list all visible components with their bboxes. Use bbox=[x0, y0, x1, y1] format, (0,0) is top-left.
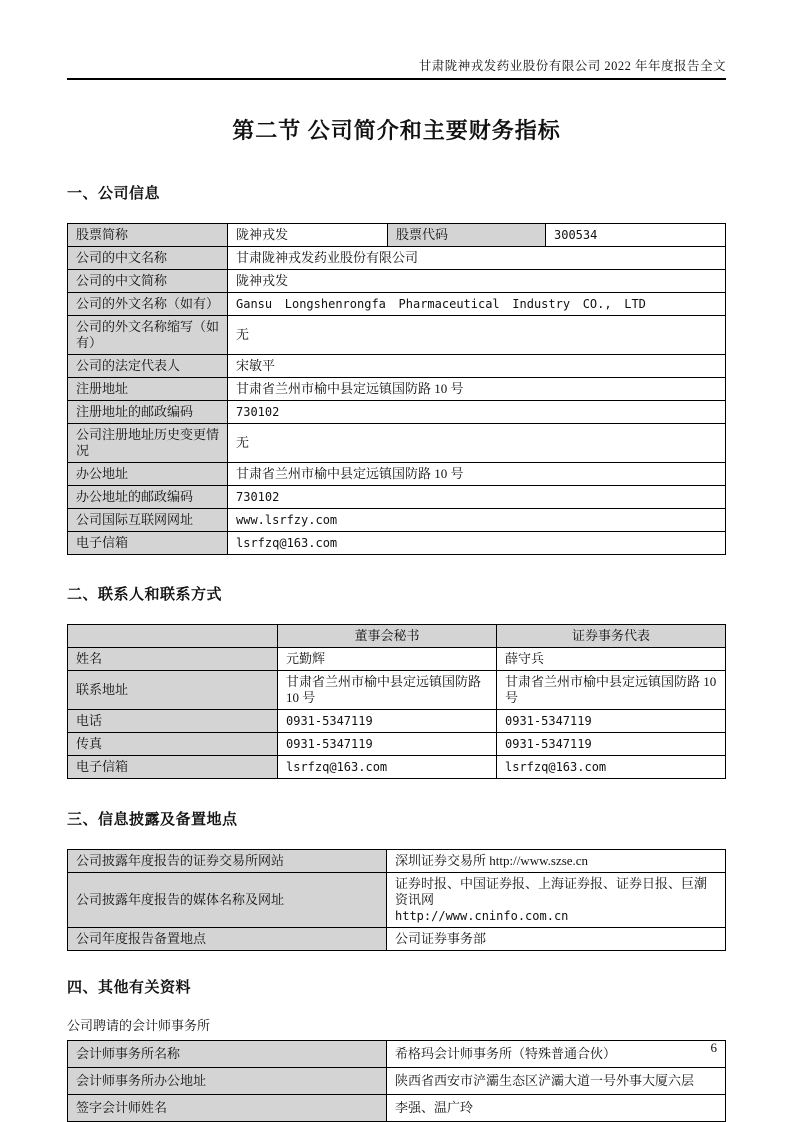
row-value: 宋敏平 bbox=[228, 355, 726, 378]
table-row bbox=[68, 463, 726, 486]
row-value: lsrfzq@163.com bbox=[228, 532, 726, 555]
row-value: 甘肃省兰州市榆中县定远镇国防路 10 号 bbox=[497, 671, 726, 710]
column-header: 证券事务代表 bbox=[497, 625, 726, 648]
table-row bbox=[68, 671, 726, 710]
table-row bbox=[68, 873, 726, 928]
disclosure-table bbox=[67, 849, 726, 951]
table-row bbox=[68, 378, 726, 401]
row-label: 传真 bbox=[68, 733, 278, 756]
row-label: 公司披露年度报告的媒体名称及网址 bbox=[68, 873, 387, 928]
table-row bbox=[68, 1068, 726, 1095]
table-row bbox=[68, 355, 726, 378]
row-value: 0931-5347119 bbox=[278, 733, 497, 756]
column-header: 董事会秘书 bbox=[278, 625, 497, 648]
row-label: 会计师事务所名称 bbox=[68, 1041, 387, 1068]
row-label: 办公地址的邮政编码 bbox=[68, 486, 228, 509]
row-value: 无 bbox=[228, 316, 726, 355]
row-label: 公司的外文名称缩写（如有） bbox=[68, 316, 228, 355]
row-value: 300534 bbox=[546, 224, 726, 247]
row-label: 公司注册地址历史变更情况 bbox=[68, 424, 228, 463]
row-value: 陇神戎发 bbox=[228, 270, 726, 293]
row-label: 公司的中文名称 bbox=[68, 247, 228, 270]
row-label: 电话 bbox=[68, 710, 278, 733]
table-row bbox=[68, 293, 726, 316]
table-row bbox=[68, 247, 726, 270]
row-value: lsrfzq@163.com bbox=[497, 756, 726, 779]
row-value: 公司证券事务部 bbox=[387, 928, 726, 951]
page-header: 甘肃陇神戎发药业股份有限公司 2022 年年度报告全文 bbox=[67, 56, 726, 80]
row-value: www.lsrfzy.com bbox=[228, 509, 726, 532]
row-label: 会计师事务所办公地址 bbox=[68, 1068, 387, 1095]
accounting-firm-table bbox=[67, 1040, 726, 1122]
media-url: http://www.cninfo.com.cn bbox=[395, 909, 569, 923]
row-value: 甘肃省兰州市榆中县定远镇国防路 10 号 bbox=[228, 463, 726, 486]
section-heading-other-info: 四、其他有关资料 bbox=[67, 980, 192, 996]
row-value: 无 bbox=[228, 424, 726, 463]
row-value: 730102 bbox=[228, 486, 726, 509]
table-row bbox=[68, 486, 726, 509]
page-number: 6 bbox=[710, 1040, 717, 1055]
table-row bbox=[68, 509, 726, 532]
row-label: 联系地址 bbox=[68, 671, 278, 710]
media-names: 证券时报、中国证券报、上海证券报、证券日报、巨潮资讯网 bbox=[395, 876, 708, 907]
row-label: 签字会计师姓名 bbox=[68, 1095, 387, 1122]
row-label: 公司的法定代表人 bbox=[68, 355, 228, 378]
row-value: 陕西省西安市浐灞生态区浐灞大道一号外事大厦六层 bbox=[387, 1068, 726, 1095]
row-value: 730102 bbox=[228, 401, 726, 424]
row-label: 股票代码 bbox=[388, 224, 546, 247]
row-value: 0931-5347119 bbox=[497, 710, 726, 733]
column-header-empty bbox=[68, 625, 278, 648]
row-value: 元勤辉 bbox=[278, 648, 497, 671]
section-heading-company-info: 一、公司信息 bbox=[67, 186, 161, 202]
row-value: 0931-5347119 bbox=[278, 710, 497, 733]
table-row bbox=[68, 625, 726, 648]
row-label: 注册地址的邮政编码 bbox=[68, 401, 228, 424]
table-row bbox=[68, 648, 726, 671]
row-value: 李强、温广玲 bbox=[387, 1095, 726, 1122]
company-info-table bbox=[67, 223, 726, 555]
row-value bbox=[387, 873, 726, 928]
contacts-table bbox=[67, 624, 726, 779]
section-heading-contacts: 二、联系人和联系方式 bbox=[67, 587, 223, 603]
row-value: 薛守兵 bbox=[497, 648, 726, 671]
table-row bbox=[68, 1095, 726, 1122]
table-row bbox=[68, 756, 726, 779]
table-row bbox=[68, 316, 726, 355]
row-value: 甘肃省兰州市榆中县定远镇国防路 10 号 bbox=[278, 671, 497, 710]
table-row bbox=[68, 928, 726, 951]
table-row bbox=[68, 1041, 726, 1068]
row-value: lsrfzq@163.com bbox=[278, 756, 497, 779]
row-label: 公司的中文简称 bbox=[68, 270, 228, 293]
table-row bbox=[68, 850, 726, 873]
table-row bbox=[68, 733, 726, 756]
row-value: 陇神戎发 bbox=[228, 224, 388, 247]
table-row bbox=[68, 270, 726, 293]
row-value: 0931-5347119 bbox=[497, 733, 726, 756]
row-value: 希格玛会计师事务所（特殊普通合伙） bbox=[387, 1041, 726, 1068]
row-value: 深圳证券交易所 http://www.szse.cn bbox=[387, 850, 726, 873]
row-label: 注册地址 bbox=[68, 378, 228, 401]
row-label: 电子信箱 bbox=[68, 756, 278, 779]
table-row bbox=[68, 424, 726, 463]
row-label: 公司国际互联网网址 bbox=[68, 509, 228, 532]
accounting-firm-note: 公司聘请的会计师事务所 bbox=[67, 1018, 211, 1033]
section-heading-disclosure: 三、信息披露及备置地点 bbox=[67, 812, 238, 828]
row-label: 办公地址 bbox=[68, 463, 228, 486]
row-label: 公司披露年度报告的证券交易所网站 bbox=[68, 850, 387, 873]
page-content bbox=[67, 0, 726, 1122]
row-label: 股票简称 bbox=[68, 224, 228, 247]
row-value: Gansu Longshenrongfa Pharmaceutical Industry CO., LTD bbox=[228, 293, 726, 316]
table-row bbox=[68, 532, 726, 555]
row-label: 电子信箱 bbox=[68, 532, 228, 555]
row-label: 姓名 bbox=[68, 648, 278, 671]
table-row bbox=[68, 401, 726, 424]
row-value: 甘肃省兰州市榆中县定远镇国防路 10 号 bbox=[228, 378, 726, 401]
row-label: 公司年度报告备置地点 bbox=[68, 928, 387, 951]
row-value: 甘肃陇神戎发药业股份有限公司 bbox=[228, 247, 726, 270]
table-row bbox=[68, 710, 726, 733]
page-title: 第二节 公司简介和主要财务指标 bbox=[232, 118, 561, 143]
row-label: 公司的外文名称（如有） bbox=[68, 293, 228, 316]
table-row bbox=[68, 224, 726, 247]
